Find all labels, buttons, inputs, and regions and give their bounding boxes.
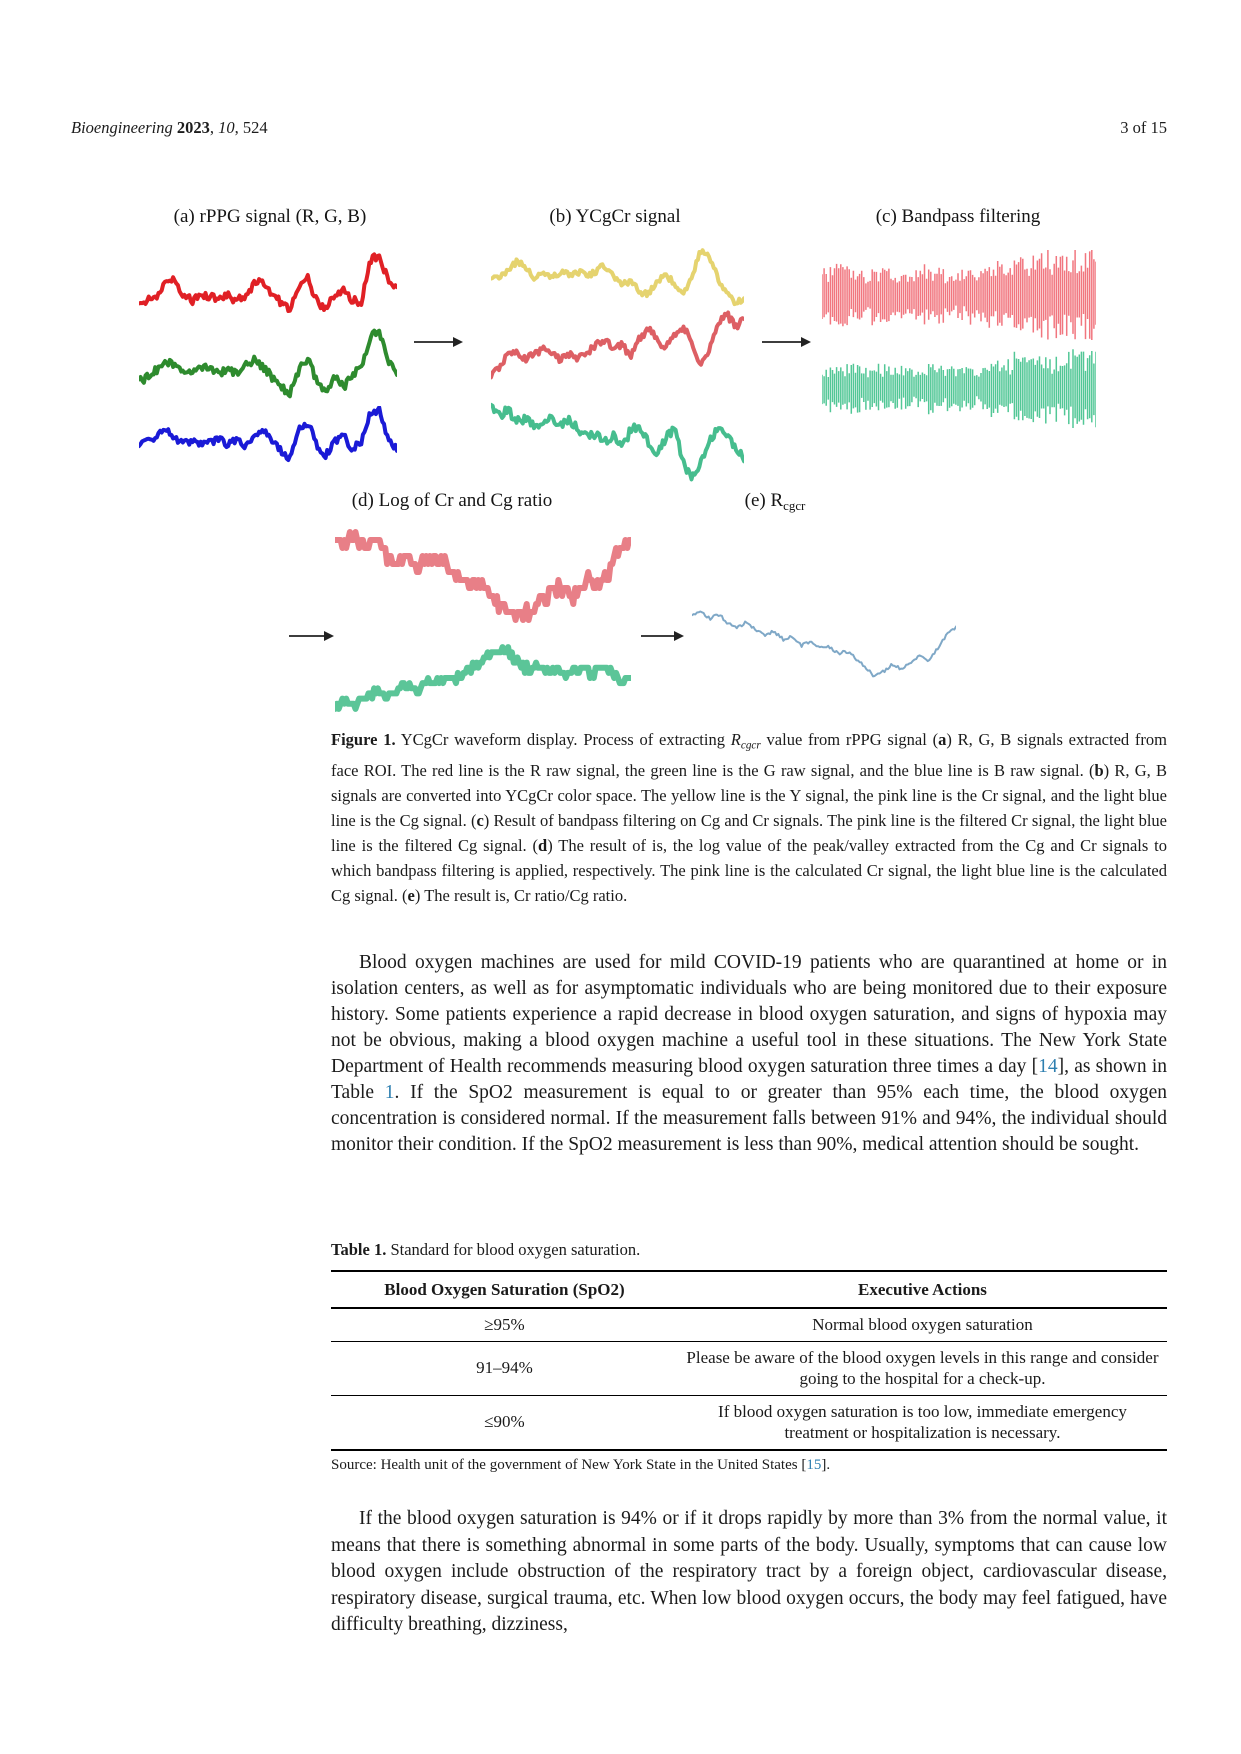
panel-a-label: (a) rPPG signal (R, G, B) (173, 206, 367, 227)
cr-signal-waveform (491, 306, 744, 386)
action-value: Please be aware of the blood oxygen levels in this range and consider going to the hospital for a check-up. (678, 1341, 1167, 1395)
page-number: 3 of 15 (1120, 118, 1167, 137)
cg-filtered-waveform (822, 348, 1096, 428)
table-source-note: Source: Health unit of the government of New York State in the United States [15]. (331, 1457, 831, 1473)
cr-log-ratio-waveform (335, 524, 631, 636)
body-paragraph-2: If the blood oxygen saturation is 94% or if it drops rapidly by more than 3% from the normal value, it means that there is something abnormal in some parts of the body. Usually, symptoms that can cause low blood oxygen include obstruction of the respiratory tract by a foreign object, cardiovascular disease, respiratory disease, surgical trauma, etc. When low blood oxygen occurs, the body may feel fatigued, have difficulty breathing, dizziness, (331, 1508, 1167, 1635)
body-paragraph-1: Blood oxygen machines are used for mild COVID-19 patients who are quarantined at home or in isolation centers, as well as for asymptomatic individuals who are being monitored due to their exposure history. Some patients experience a rapid decrease in blood oxygen saturation, and signs of hypoxia may not be obvious, making a blood oxygen machine a useful tool in these situations. The New York State Department of Health recommends measuring blood oxygen saturation three times a day [14], as shown in Table 1. If the SpO2 measurement is equal to or greater than 95% each time, the blood oxygen concentration is considered normal. If the measurement falls between 91% and 94%, the individual should monitor their condition. If the SpO2 measurement is less than 90%, medical attention should be sought. (331, 952, 1167, 1155)
journal-reference: Bioengineering 2023, 10, 524 (71, 118, 268, 137)
r-raw-signal-waveform (139, 250, 397, 324)
y-signal-waveform (491, 246, 744, 312)
arrow-a-to-b (413, 334, 463, 350)
table-1 (331, 1270, 1167, 1451)
panel-e-label: (e) $R_{cgcr}$ (744, 490, 806, 514)
spo2-value: 91–94% (331, 1341, 678, 1395)
b-raw-signal-waveform (139, 406, 397, 472)
arrow-d-to-e (640, 628, 684, 644)
spo2-value: ≤90% (484, 1412, 525, 1432)
column-header-actions: Executive Actions (678, 1271, 1167, 1308)
figure-1 (0, 0, 1241, 730)
action-value: Normal blood oxygen saturation (678, 1308, 1167, 1341)
panel-b-label: (b) YCgCr signal (549, 206, 681, 227)
table-header-row (331, 1271, 1167, 1308)
cg-log-ratio-waveform (335, 642, 631, 714)
action-value: If blood oxygen saturation is too low, immediate emergency treatment or hospitalization is necessary. (718, 1401, 1127, 1442)
arrow-b-to-c (761, 334, 811, 350)
reference-link[interactable]: 15 (806, 1457, 822, 1473)
arrow-into-d (288, 628, 334, 644)
table-row (331, 1395, 1167, 1450)
reference-link[interactable]: 14 (1038, 1056, 1058, 1077)
table-1-caption: Table 1. Standard for blood oxygen saturation. (331, 1240, 641, 1259)
rcgcr-subscript: cgcr (783, 498, 806, 514)
table-row (331, 1341, 1167, 1395)
figure-caption: Figure 1. YCgCr waveform display. Process of extracting $R_{cgcr}$ value from rPPG signal (a) R, G, B signals extracted from face ROI. The red line is the R raw signal, the green line is the G raw signal, and the blue line is B raw signal. (b) R, G, B signals are converted into YCgCr color space. The yellow line is the Y signal, the pink line is the Cr signal, and the light blue line is the Cg signal. (c) Result of bandpass filtering on Cg and Cr signals. The pink line is the filtered Cr signal, the light blue line is the filtered Cg signal. (d) The result of is, the log value of the peak/valley extracted from the Cg and Cr signals to which bandpass filtering is applied, respectively. The pink line is the calculated Cr signal, the light blue line is the calculated Cg signal. (e) The result is, Cr ratio/Cg ratio. (331, 730, 1167, 906)
reference-link[interactable]: 1 (384, 1082, 395, 1103)
g-raw-signal-waveform (139, 328, 397, 404)
cr-filtered-waveform (822, 250, 1096, 340)
panel-d-label: (d) Log of Cr and Cg ratio (351, 490, 553, 511)
panel-c-label: (c) Bandpass filtering (875, 206, 1041, 227)
cg-signal-waveform (491, 392, 744, 484)
column-header-spo2: Blood Oxygen Saturation (SpO2) (331, 1271, 678, 1308)
table-row (331, 1308, 1167, 1341)
rcgcr-result-waveform (692, 598, 956, 690)
spo2-value: ≥95% (331, 1308, 678, 1341)
